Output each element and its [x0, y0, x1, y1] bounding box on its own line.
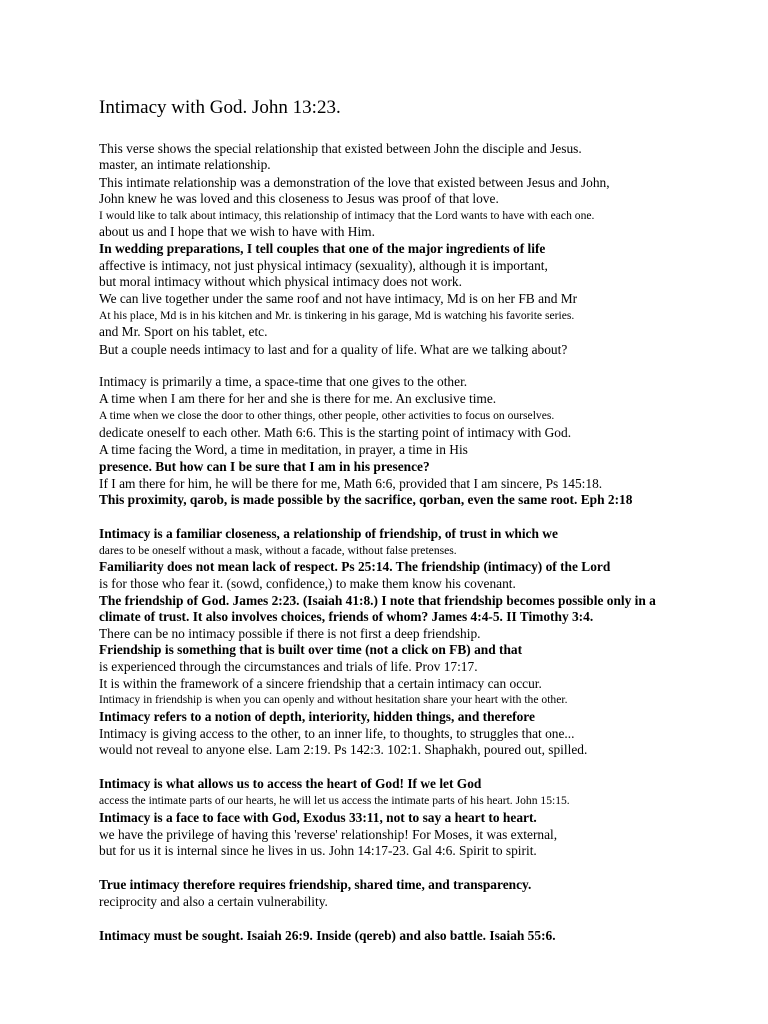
- body-line: But a couple needs intimacy to last and for a quality of life. What are we talking about?: [99, 342, 568, 357]
- body-line: A time facing the Word, a time in meditation, in prayer, a time in His: [99, 442, 468, 457]
- body-line-bold: Friendship is something that is built over time (not a click on FB) and that: [99, 642, 523, 657]
- body-line: A time when we close the door to other things, other people, other activities to focus on ourselves.: [99, 409, 555, 422]
- body-line-bold: Intimacy must be sought. Isaiah 26:9. Inside (qereb) and also battle. Isaiah 55:6.: [99, 928, 556, 943]
- body-line-bold: climate of trust. It also involves choices, friends of whom? James 4:4-5. II Timothy 3:4.: [99, 609, 594, 624]
- body-line-bold: presence. But how can I be sure that I am in his presence?: [99, 459, 430, 474]
- body-line: but for us it is internal since he lives in us. John 14:17-23. Gal 4:6. Spirit to spirit.: [99, 843, 537, 858]
- body-line: A time when I am there for her and she is there for me. An exclusive time.: [99, 391, 497, 406]
- body-line-bold: Intimacy refers to a notion of depth, interiority, hidden things, and therefore: [99, 709, 535, 724]
- body-line: Intimacy is primarily a time, a space-time that one gives to the other.: [99, 374, 468, 389]
- body-line-bold: Intimacy is a face to face with God, Exodus 33:11, not to say a heart to heart.: [99, 810, 537, 825]
- body-line: and Mr. Sport on his tablet, etc.: [99, 324, 268, 339]
- body-line: At his place, Md is in his kitchen and Mr. is tinkering in his garage, Md is watching his favorite series.: [99, 309, 575, 322]
- body-line: dedicate oneself to each other. Math 6:6. This is the starting point of intimacy with God.: [99, 425, 572, 440]
- body-line: This intimate relationship was a demonstration of the love that existed between Jesus and John,: [99, 175, 610, 190]
- body-line: There can be no intimacy possible if there is not first a deep friendship.: [99, 626, 481, 641]
- body-line: master, an intimate relationship.: [99, 157, 271, 172]
- body-line: reciprocity and also a certain vulnerability.: [99, 894, 328, 909]
- body-line: If I am there for him, he will be there for me, Math 6:6, provided that I am sincere, Ps 145:18.: [99, 476, 603, 491]
- document-title: Intimacy with God. John 13:23.: [99, 97, 341, 118]
- body-line: would not reveal to anyone else. Lam 2:19. Ps 142:3. 102:1. Shaphakh, poured out, spilled.: [99, 742, 588, 757]
- body-line: access the intimate parts of our hearts, he will let us access the intimate parts of his heart. John 15:15.: [99, 794, 570, 807]
- body-line: It is within the framework of a sincere friendship that a certain intimacy can occur.: [99, 676, 542, 691]
- body-line-bold: This proximity, qarob, is made possible by the sacrifice, qorban, even the same root. Eph 2:18: [99, 492, 633, 507]
- body-line-bold: True intimacy therefore requires friendship, shared time, and transparency.: [99, 877, 532, 892]
- body-line: is experienced through the circumstances and trials of life. Prov 17:17.: [99, 659, 478, 674]
- body-line: but moral intimacy without which physical intimacy does not work.: [99, 274, 462, 289]
- body-line-bold: In wedding preparations, I tell couples that one of the major ingredients of life: [99, 241, 546, 256]
- body-line: This verse shows the special relationship that existed between John the disciple and Jesus.: [99, 141, 582, 156]
- body-line: We can live together under the same roof and not have intimacy, Md is on her FB and Mr: [99, 291, 578, 306]
- body-line: Intimacy in friendship is when you can openly and without hesitation share your heart with the other.: [99, 693, 568, 706]
- body-line: is for those who fear it. (sowd, confidence,) to make them know his covenant.: [99, 576, 516, 591]
- body-line: about us and I hope that we wish to have with Him.: [99, 224, 375, 239]
- body-line: dares to be oneself without a mask, without a facade, without false pretenses.: [99, 544, 457, 557]
- body-line-bold: Familiarity does not mean lack of respect. Ps 25:14. The friendship (intimacy) of the Lord: [99, 559, 611, 574]
- body-line: Intimacy is giving access to the other, to an inner life, to thoughts, to struggles that one...: [99, 726, 575, 741]
- body-line: I would like to talk about intimacy, this relationship of intimacy that the Lord wants to have with each one.: [99, 209, 595, 222]
- body-line-bold: Intimacy is a familiar closeness, a relationship of friendship, of trust in which we: [99, 526, 558, 541]
- body-line: John knew he was loved and this closeness to Jesus was proof of that love.: [99, 191, 499, 206]
- body-line: we have the privilege of having this 'reverse' relationship! For Moses, it was external,: [99, 827, 558, 842]
- body-line: affective is intimacy, not just physical intimacy (sexuality), although it is important,: [99, 258, 548, 273]
- body-line-bold: Intimacy is what allows us to access the heart of God! If we let God: [99, 776, 482, 791]
- body-line-bold: The friendship of God. James 2:23. (Isaiah 41:8.) I note that friendship becomes possible only in a: [99, 593, 656, 608]
